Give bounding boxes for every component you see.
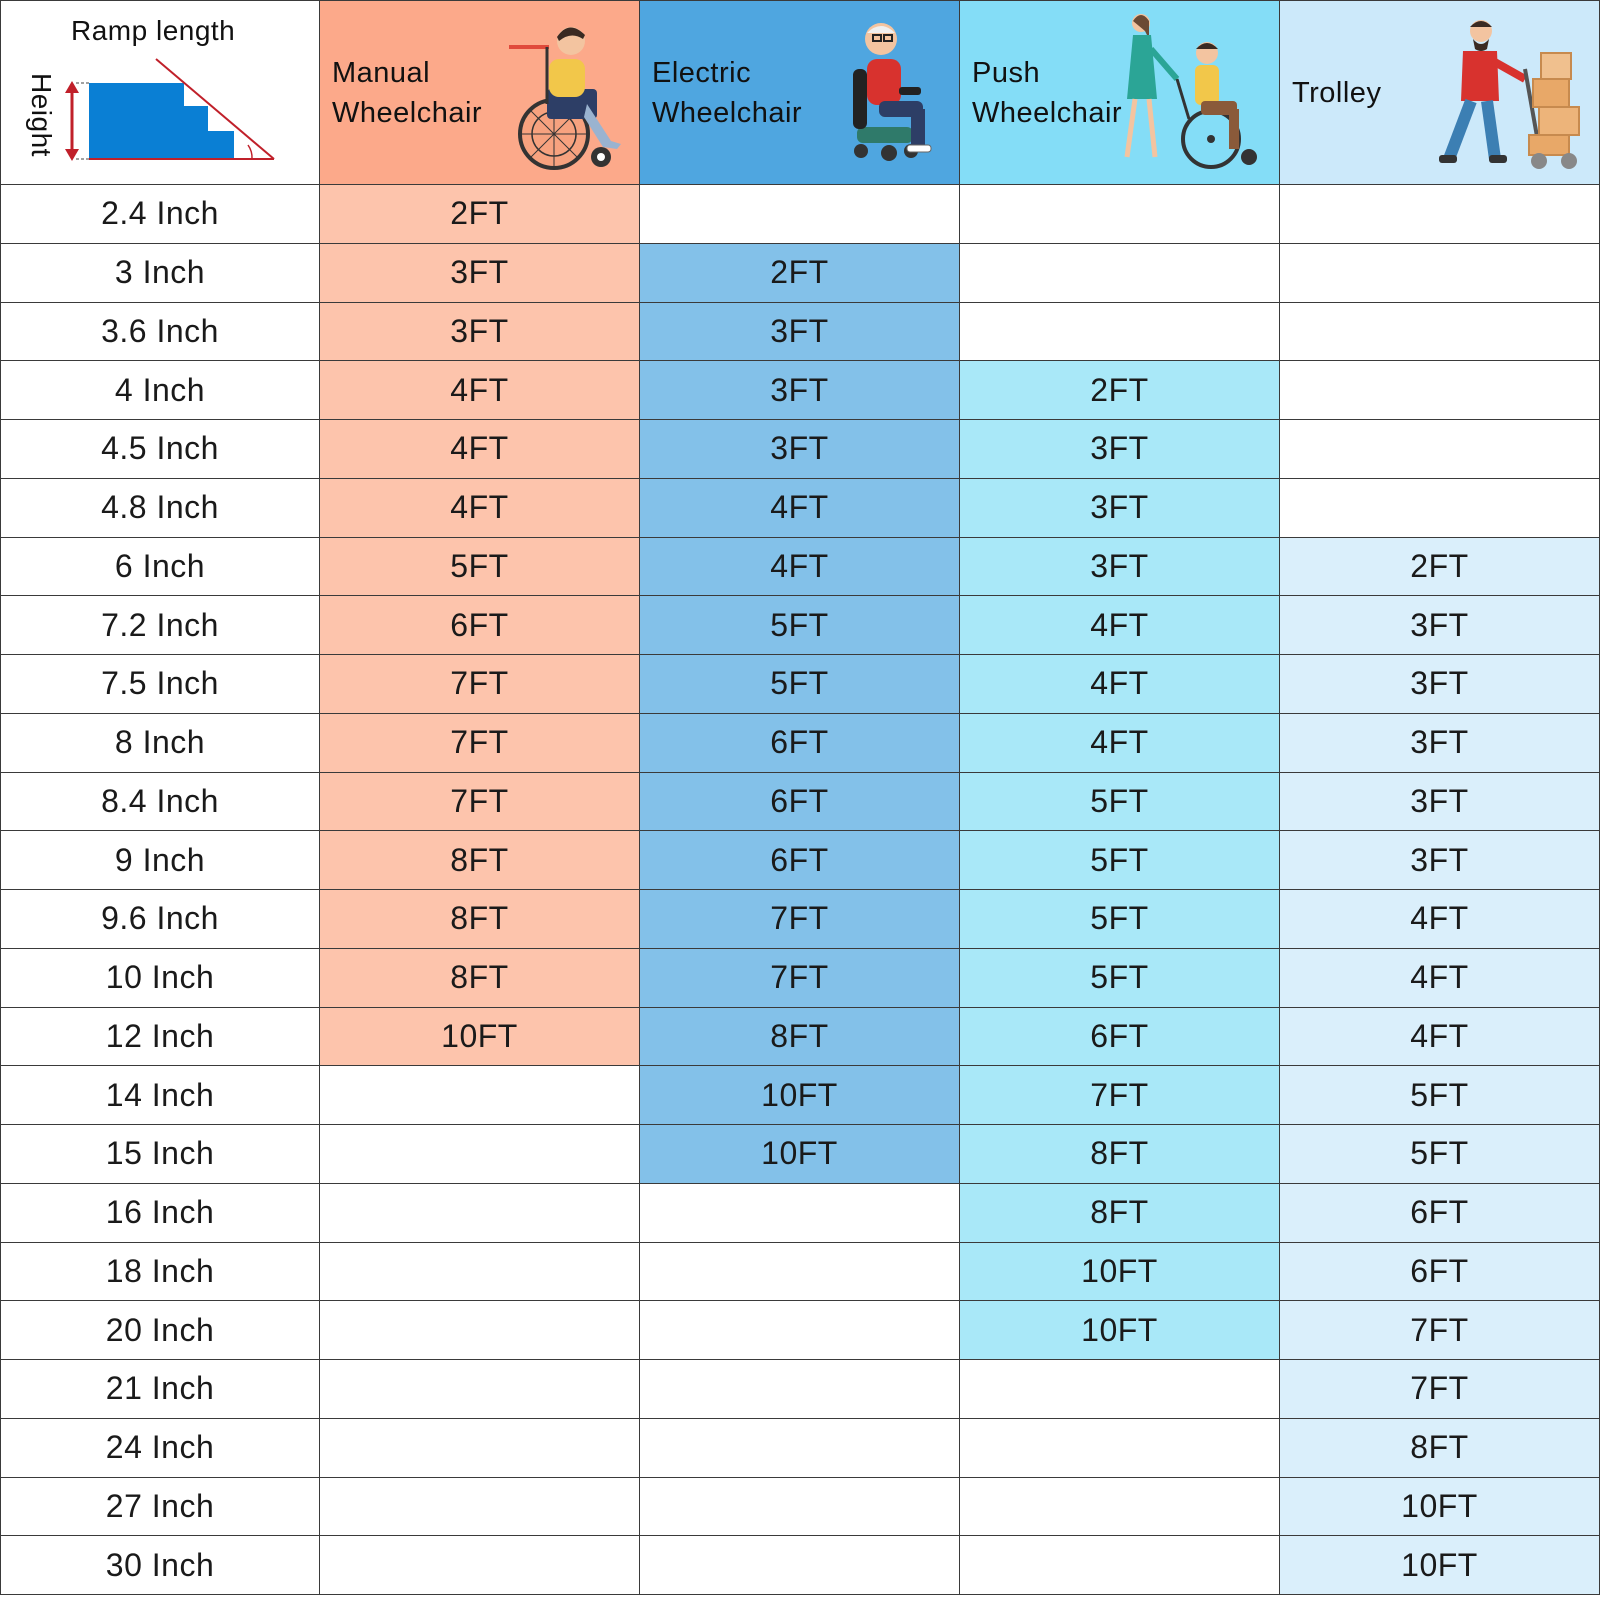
- header-trolley: [1280, 0, 1600, 185]
- ramp-length-cell: 3FT: [1280, 596, 1600, 655]
- ramp-length-cell: [960, 1419, 1280, 1478]
- ramp-length-cell: 10FT: [1280, 1536, 1600, 1595]
- ramp-length-cell: [1280, 185, 1600, 244]
- ramp-length-cell: 10FT: [320, 1008, 640, 1067]
- row-height-label: 27 Inch: [0, 1478, 320, 1537]
- ramp-length-cell: 8FT: [320, 949, 640, 1008]
- header-push-wheelchair: [960, 0, 1280, 185]
- ramp-length-cell: 4FT: [960, 655, 1280, 714]
- ramp-length-cell: 4FT: [960, 596, 1280, 655]
- ramp-length-cell: [320, 1243, 640, 1302]
- header-electric-wheelchair: [640, 0, 960, 185]
- ramp-length-cell: [320, 1184, 640, 1243]
- ramp-length-cell: [1280, 479, 1600, 538]
- ramp-length-cell: [640, 1478, 960, 1537]
- ramp-length-cell: 3FT: [1280, 714, 1600, 773]
- ramp-length-cell: 6FT: [640, 714, 960, 773]
- ramp-length-cell: 8FT: [320, 890, 640, 949]
- row-height-label: 30 Inch: [0, 1536, 320, 1595]
- ramp-length-cell: 10FT: [1280, 1478, 1600, 1537]
- row-height-label: 7.5 Inch: [0, 655, 320, 714]
- ramp-length-cell: 7FT: [1280, 1360, 1600, 1419]
- ramp-length-cell: 4FT: [1280, 1008, 1600, 1067]
- ramp-length-cell: 3FT: [960, 479, 1280, 538]
- man-pushing-hand-truck-icon: [1429, 9, 1589, 174]
- ramp-length-cell: [320, 1301, 640, 1360]
- row-height-label: 9.6 Inch: [0, 890, 320, 949]
- row-height-label: 15 Inch: [0, 1125, 320, 1184]
- ramp-length-cell: 4FT: [640, 479, 960, 538]
- nurse-pushing-wheelchair-icon: [1119, 9, 1269, 174]
- ramp-length-cell: [640, 1536, 960, 1595]
- header-label-line2: Wheelchair: [972, 96, 1123, 129]
- ramp-length-cell: 3FT: [1280, 655, 1600, 714]
- row-height-label: 3.6 Inch: [0, 303, 320, 362]
- header-label-line1: Trolley: [1292, 76, 1382, 109]
- ramp-length-cell: 7FT: [960, 1066, 1280, 1125]
- ramp-length-cell: 3FT: [640, 303, 960, 362]
- ramp-length-cell: 3FT: [960, 538, 1280, 597]
- ramp-length-cell: 3FT: [640, 361, 960, 420]
- ramp-length-cell: 7FT: [320, 773, 640, 832]
- ramp-length-cell: [960, 244, 1280, 303]
- ramp-length-cell: 4FT: [320, 361, 640, 420]
- ramp-length-cell: 10FT: [640, 1066, 960, 1125]
- ramp-length-cell: 5FT: [1280, 1125, 1600, 1184]
- ramp-length-cell: 8FT: [960, 1125, 1280, 1184]
- ramp-length-cell: [960, 1478, 1280, 1537]
- ramp-length-cell: 10FT: [960, 1243, 1280, 1302]
- ramp-length-cell: 4FT: [320, 420, 640, 479]
- ramp-length-cell: 2FT: [640, 244, 960, 303]
- ramp-length-cell: 8FT: [640, 1008, 960, 1067]
- ramp-length-cell: [1280, 361, 1600, 420]
- person-in-manual-wheelchair-icon: [489, 9, 629, 174]
- elderly-man-in-electric-wheelchair-icon: [839, 9, 949, 174]
- ramp-length-cell: 3FT: [320, 303, 640, 362]
- header-label-line1: Push: [972, 56, 1041, 89]
- ramp-length-cell: 10FT: [640, 1125, 960, 1184]
- ramp-length-cell: [960, 303, 1280, 362]
- ramp-length-cell: 6FT: [1280, 1243, 1600, 1302]
- ramp-length-cell: 8FT: [1280, 1419, 1600, 1478]
- row-height-label: 16 Inch: [0, 1184, 320, 1243]
- ramp-length-cell: [640, 185, 960, 244]
- ramp-length-cell: [640, 1184, 960, 1243]
- ramp-length-cell: 6FT: [640, 831, 960, 890]
- ramp-length-cell: [1280, 420, 1600, 479]
- ramp-length-cell: 4FT: [1280, 949, 1600, 1008]
- ramp-length-cell: [640, 1360, 960, 1419]
- ramp-length-cell: 5FT: [640, 596, 960, 655]
- ramp-length-cell: 5FT: [960, 831, 1280, 890]
- row-height-label: 4.8 Inch: [0, 479, 320, 538]
- ramp-length-cell: 5FT: [960, 890, 1280, 949]
- ramp-length-cell: 6FT: [1280, 1184, 1600, 1243]
- ramp-length-cell: 6FT: [960, 1008, 1280, 1067]
- ramp-length-cell: 3FT: [1280, 773, 1600, 832]
- row-height-label: 2.4 Inch: [0, 185, 320, 244]
- ramp-length-cell: 2FT: [960, 361, 1280, 420]
- height-label: Height: [26, 73, 57, 157]
- header-label-line1: Electric: [652, 56, 752, 89]
- ramp-length-cell: 3FT: [960, 420, 1280, 479]
- ramp-length-cell: [320, 1478, 640, 1537]
- ramp-length-label: Ramp length: [71, 15, 236, 46]
- ramp-length-cell: 5FT: [640, 655, 960, 714]
- header-label-line2: Wheelchair: [332, 96, 483, 129]
- ramp-length-cell: 5FT: [320, 538, 640, 597]
- ramp-length-cell: 4FT: [320, 479, 640, 538]
- row-height-label: 10 Inch: [0, 949, 320, 1008]
- ramp-length-cell: [320, 1125, 640, 1184]
- ramp-length-cell: [1280, 303, 1600, 362]
- row-height-label: 7.2 Inch: [0, 596, 320, 655]
- ramp-length-cell: [960, 1360, 1280, 1419]
- ramp-length-cell: 3FT: [1280, 831, 1600, 890]
- ramp-length-cell: 4FT: [960, 714, 1280, 773]
- ramp-length-cell: [640, 1243, 960, 1302]
- ramp-length-cell: 8FT: [960, 1184, 1280, 1243]
- ramp-length-cell: [320, 1360, 640, 1419]
- ramp-length-cell: [320, 1536, 640, 1595]
- ramp-length-cell: 8FT: [320, 831, 640, 890]
- ramp-length-cell: 7FT: [640, 949, 960, 1008]
- ramp-length-cell: [640, 1419, 960, 1478]
- ramp-length-cell: [640, 1301, 960, 1360]
- row-height-label: 20 Inch: [0, 1301, 320, 1360]
- row-height-label: 12 Inch: [0, 1008, 320, 1067]
- row-height-label: 8 Inch: [0, 714, 320, 773]
- ramp-length-cell: 5FT: [1280, 1066, 1600, 1125]
- row-height-label: 4 Inch: [0, 361, 320, 420]
- ramp-length-cell: 4FT: [640, 538, 960, 597]
- row-height-label: 24 Inch: [0, 1419, 320, 1478]
- row-height-label: 6 Inch: [0, 538, 320, 597]
- ramp-length-cell: 3FT: [320, 244, 640, 303]
- header-label-line2: Wheelchair: [652, 96, 803, 129]
- ramp-length-cell: 5FT: [960, 773, 1280, 832]
- row-height-label: 14 Inch: [0, 1066, 320, 1125]
- ramp-length-cell: 5FT: [960, 949, 1280, 1008]
- row-height-label: 3 Inch: [0, 244, 320, 303]
- ramp-length-cell: 3FT: [640, 420, 960, 479]
- ramp-length-cell: 7FT: [320, 714, 640, 773]
- ramp-length-cell: [1280, 244, 1600, 303]
- row-height-label: 4.5 Inch: [0, 420, 320, 479]
- ramp-length-cell: 4FT: [1280, 890, 1600, 949]
- corner-diagram-cell: [0, 0, 320, 185]
- row-height-label: 21 Inch: [0, 1360, 320, 1419]
- ramp-length-cell: 6FT: [640, 773, 960, 832]
- row-height-label: 9 Inch: [0, 831, 320, 890]
- header-label-line1: Manual: [332, 56, 431, 89]
- row-height-label: 8.4 Inch: [0, 773, 320, 832]
- row-height-label: 18 Inch: [0, 1243, 320, 1302]
- ramp-length-cell: 6FT: [320, 596, 640, 655]
- ramp-length-cell: 10FT: [960, 1301, 1280, 1360]
- ramp-length-cell: [320, 1066, 640, 1125]
- ramp-length-cell: [320, 1419, 640, 1478]
- ramp-length-cell: [960, 1536, 1280, 1595]
- ramp-length-cell: 7FT: [320, 655, 640, 714]
- ramp-length-cell: 2FT: [1280, 538, 1600, 597]
- ramp-length-cell: [960, 185, 1280, 244]
- ramp-length-cell: 7FT: [1280, 1301, 1600, 1360]
- ramp-length-cell: 2FT: [320, 185, 640, 244]
- header-manual-wheelchair: [320, 0, 640, 185]
- ramp-diagram-icon: [56, 51, 286, 166]
- ramp-length-cell: 7FT: [640, 890, 960, 949]
